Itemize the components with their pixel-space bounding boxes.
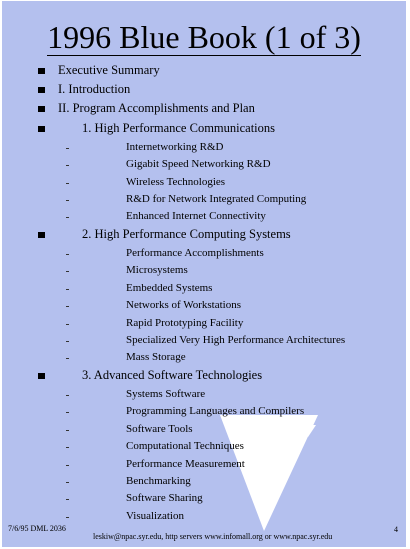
outline-subitem [2, 190, 406, 208]
outline-item-label: Performance Accomplishments [126, 247, 264, 259]
dash-bullet-icon [66, 200, 69, 201]
dash-bullet-icon [66, 271, 69, 272]
outline-heading [2, 225, 406, 243]
square-bullet-icon [38, 373, 45, 379]
dash-bullet-icon [66, 254, 69, 255]
outline-item-label: R&D for Network Integrated Computing [126, 193, 307, 205]
outline-item-label: Programming Languages and Compilers [126, 405, 305, 418]
outline-subitem [2, 155, 406, 173]
footer-contact: leskiw@npac.syr.edu, http servers www.infomall.org or www.npac.syr.edu [93, 532, 333, 541]
outline-subitem [2, 279, 406, 297]
outline-item-label: Systems Software [126, 388, 206, 400]
outline-subitem [2, 173, 406, 191]
outline-item-label: Gigabit Speed Networking R&D [126, 158, 271, 171]
dash-bullet-icon [66, 430, 69, 431]
outline-subitem [2, 138, 406, 156]
dash-bullet-icon [66, 183, 69, 184]
outline-subitem [2, 331, 406, 349]
outline-subitem [2, 507, 406, 525]
outline-subitem [2, 207, 406, 225]
outline-subitem [2, 314, 406, 332]
dash-bullet-icon [66, 217, 69, 218]
outline-item-label: Benchmarking [126, 475, 191, 487]
dash-bullet-icon [66, 358, 69, 359]
dash-bullet-icon [66, 148, 69, 149]
dash-bullet-icon [66, 324, 69, 325]
outline-heading [2, 119, 406, 137]
outline-heading [2, 80, 406, 98]
outline-subitem [2, 348, 406, 366]
outline-item-label: Mass Storage [126, 351, 186, 364]
outline-item-label: I. Introduction [58, 82, 131, 97]
outline-subitem [2, 385, 406, 403]
dash-bullet-icon [66, 306, 69, 307]
outline-item-label: Networks of Workstations [126, 299, 242, 312]
outline-subitem [2, 489, 406, 507]
outline-item-label: 3. Advanced Software Technologies [82, 367, 263, 382]
dash-bullet-icon [66, 165, 69, 166]
outline-heading [2, 366, 406, 384]
outline-subitem [2, 472, 406, 490]
outline-item-label: Internetworking R&D [126, 140, 224, 153]
outline-item-label: Specialized Very High Performance Architectures [126, 334, 346, 346]
outline-item-label: II. Program Accomplishments and Plan [58, 101, 255, 116]
outline-heading [2, 61, 406, 79]
outline-heading [2, 99, 406, 117]
outline-subitem [2, 402, 406, 420]
outline-subitem [2, 455, 406, 473]
outline-item-label: 2. High Performance Computing Systems [82, 226, 291, 241]
outline-item-label: Visualization [126, 509, 184, 522]
outline-item-label: Embedded Systems [126, 281, 213, 294]
slide-title [2, 19, 406, 55]
outline-subitem [2, 244, 406, 262]
outline-item-label: Rapid Prototyping Facility [126, 316, 244, 329]
outline-subitem [2, 261, 406, 279]
outline-item-label: Enhanced Internet Connectivity [126, 210, 266, 223]
square-bullet-icon [38, 106, 45, 112]
outline-item-label: Computational Techniques [126, 440, 244, 453]
slide [2, 1, 406, 547]
dash-bullet-icon [66, 517, 69, 518]
footer-date: 7/6/95 DML 2036 [8, 524, 66, 533]
dash-bullet-icon [66, 482, 69, 483]
outline-subitem [2, 296, 406, 314]
dash-bullet-icon [66, 447, 69, 448]
outline-subitem [2, 437, 406, 455]
outline-item-label: Software Sharing [126, 492, 203, 505]
square-bullet-icon [38, 87, 45, 93]
square-bullet-icon [38, 126, 45, 132]
outline-item-label: Software Tools [126, 422, 193, 435]
dash-bullet-icon [66, 499, 69, 500]
outline-item-label: Wireless Technologies [126, 175, 226, 188]
dash-bullet-icon [66, 341, 69, 342]
page-number: 4 [394, 525, 398, 534]
outline-item-label: Microsystems [126, 264, 188, 277]
dash-bullet-icon [66, 289, 69, 290]
dash-bullet-icon [66, 395, 69, 396]
outline-subitem [2, 420, 406, 438]
dash-bullet-icon [66, 465, 69, 466]
square-bullet-icon [38, 232, 45, 238]
outline-item-label: Executive Summary [58, 63, 160, 77]
outline-item-label: Performance Measurement [126, 457, 245, 470]
dash-bullet-icon [66, 412, 69, 413]
outline-item-label: 1. High Performance Communications [82, 120, 276, 135]
square-bullet-icon [38, 68, 45, 74]
slide-title-text: 1996 Blue Book (1 of 3) [47, 19, 361, 55]
